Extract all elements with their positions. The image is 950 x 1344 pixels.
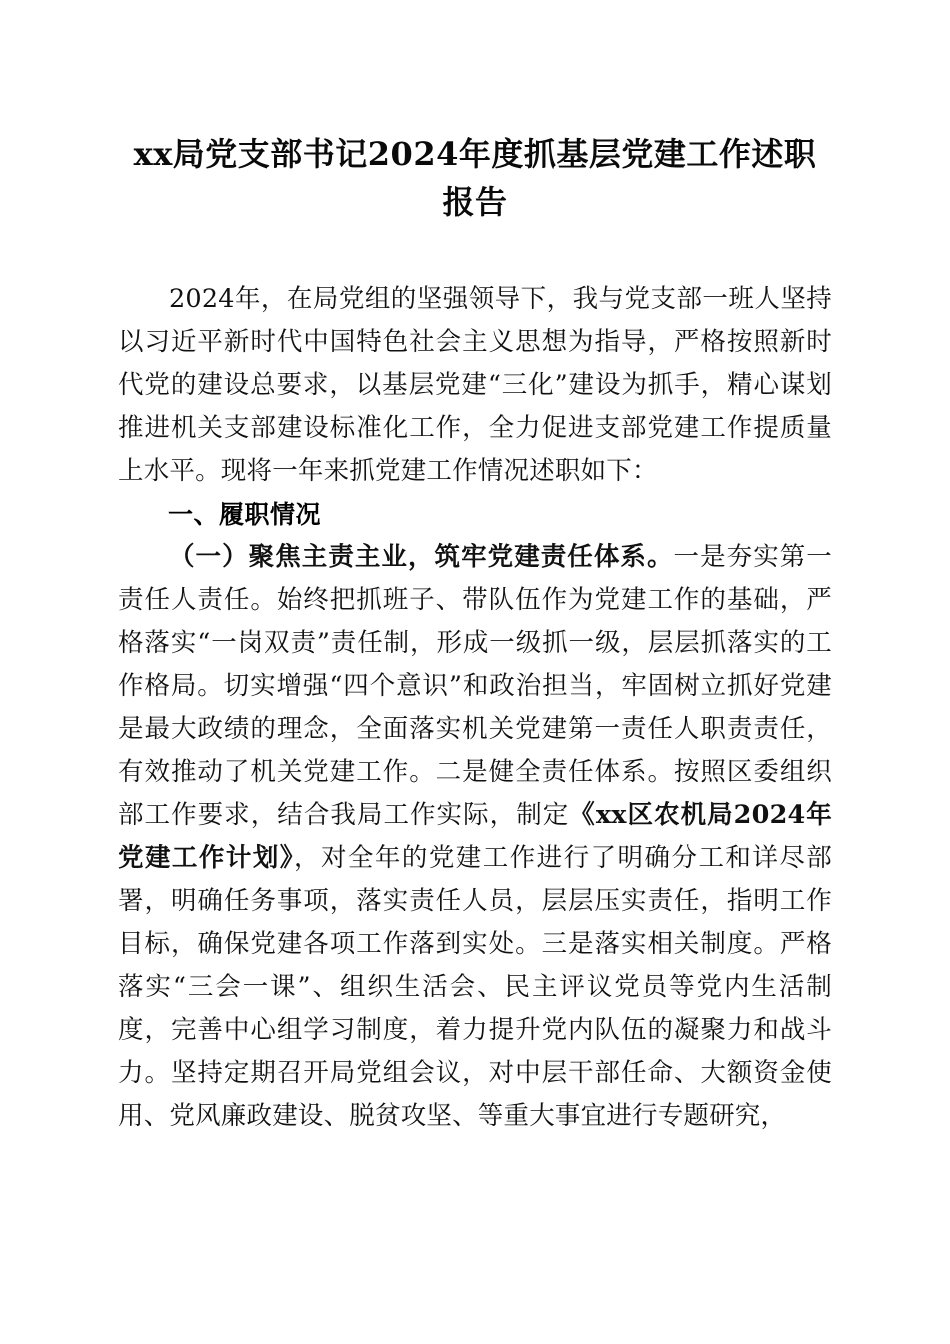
lead-emphasis: （一）聚焦主责主业，筑牢党建责任体系。 (169, 542, 674, 572)
paragraph-section-1-item-1 (118, 536, 832, 1138)
page-title: xx局党支部书记2024年度抓基层党建工作述职报告 (133, 135, 817, 221)
body-run-b: ，对全年的党建工作进行了明确分工和详尽部署，明确任务事项，落实责任人员，层层压实责任，指明工作目标，确保党建各项工作落到实处。三是落实相关制度。严格落实“三会一课”、组织生活会、民主评议党员等党内生活制度，完善中心组学习制度，着力提升党内队伍的凝聚力和战斗力。坚持定期召开局党组会议，对中层干部任命、大额资金使用、党风廉政建设、脱贫攻坚、等重大事宜进行专题研究， (118, 843, 832, 1131)
body-run-a: 一是夯实第一责任人责任。始终把抓班子、带队伍作为党建工作的基础，严格落实“一岗双责”责任制，形成一级抓一级，层层抓落实的工作格局。切实增强“四个意识”和政治担当，牢固树立抓好党建是最大政绩的理念，全面落实机关党建第一责任人职责责任，有效推动了机关党建工作。二是健全责任体系。按照区委组织部工作要求，结合我局工作实际，制定 (118, 542, 832, 830)
book-title: 《xx区农机局2024年党建工作计划》 (118, 800, 832, 873)
section-heading-1: 一、履职情况 (168, 500, 322, 529)
paragraph-intro: 2024年，在局党组的坚强领导下，我与党支部一班人坚持以习近平新时代中国特色社会主义思想为指导，严格按照新时代党的建设总要求，以基层党建“三化”建设为抓手，精心谋划推进机关支部建设标准化工作，全力促进支部党建工作提质量上水平。现将一年来抓党建工作情况述职如下： (118, 284, 832, 486)
document-body (118, 0, 832, 1138)
